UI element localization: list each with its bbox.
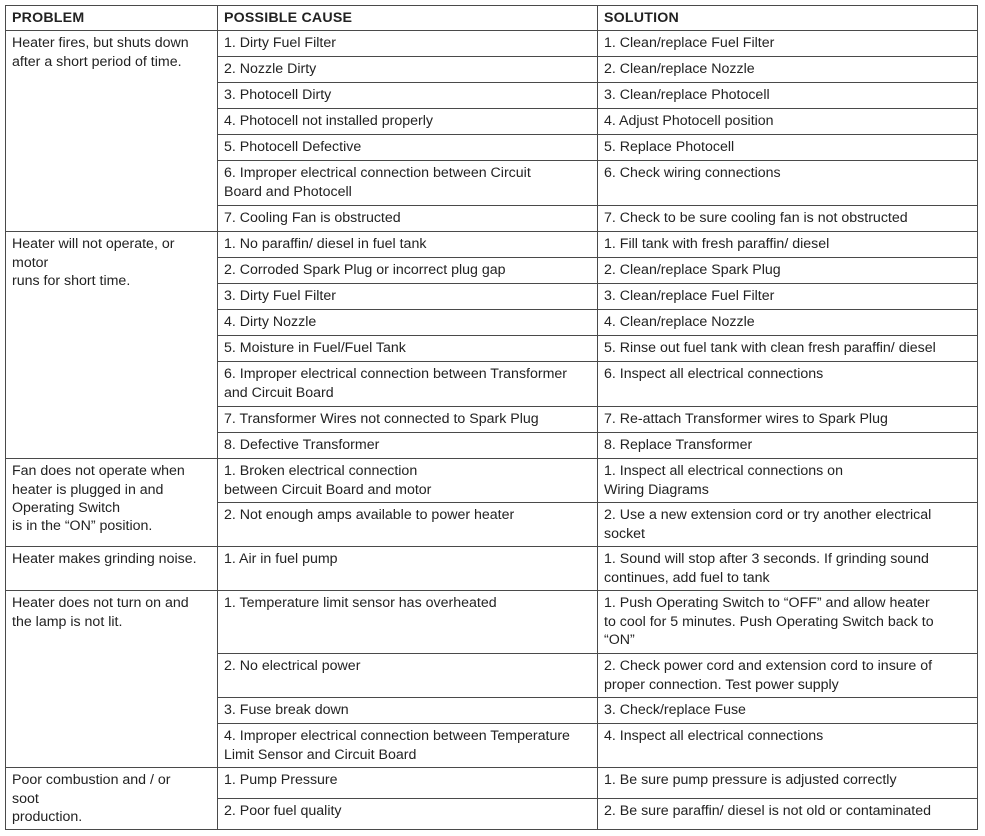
- cause-cell: 3. Fuse break down: [218, 698, 598, 724]
- problem-cell: Fan does not operate when heater is plugged in and Operating Switch is in the “ON” position.: [6, 459, 218, 547]
- cause-cell: 1. Pump Pressure: [218, 768, 598, 799]
- solution-cell: 4. Inspect all electrical connections: [598, 724, 978, 768]
- header-solution: SOLUTION: [598, 6, 978, 31]
- cause-cell: 2. Corroded Spark Plug or incorrect plug gap: [218, 258, 598, 284]
- solution-cell: 1. Be sure pump pressure is adjusted correctly: [598, 768, 978, 799]
- solution-cell: 3. Check/replace Fuse: [598, 698, 978, 724]
- solution-cell: 6. Inspect all electrical connections: [598, 362, 978, 407]
- solution-cell: 1. Sound will stop after 3 seconds. If grinding sound continues, add fuel to tank: [598, 547, 978, 591]
- solution-cell: 6. Check wiring connections: [598, 161, 978, 206]
- cause-cell: 7. Transformer Wires not connected to Spark Plug: [218, 407, 598, 433]
- problem-cell: Heater will not operate, or motor runs for short time.: [6, 232, 218, 459]
- cause-cell: 1. Broken electrical connection between Circuit Board and motor: [218, 459, 598, 503]
- solution-cell: 7. Check to be sure cooling fan is not obstructed: [598, 206, 978, 232]
- solution-cell: 2. Clean/replace Nozzle: [598, 57, 978, 83]
- cause-cell: 1. Air in fuel pump: [218, 547, 598, 591]
- table-row: [6, 591, 978, 654]
- cause-cell: 6. Improper electrical connection between Circuit Board and Photocell: [218, 161, 598, 206]
- cause-cell: 5. Photocell Defective: [218, 135, 598, 161]
- cause-cell: 3. Photocell Dirty: [218, 83, 598, 109]
- table-row: [6, 547, 978, 591]
- solution-cell: 2. Be sure paraffin/ diesel is not old or contaminated: [598, 799, 978, 830]
- table-row: [6, 31, 978, 57]
- table-row: [6, 232, 978, 258]
- cause-cell: 1. Dirty Fuel Filter: [218, 31, 598, 57]
- cause-cell: 1. Temperature limit sensor has overheated: [218, 591, 598, 654]
- solution-cell: 8. Replace Transformer: [598, 433, 978, 459]
- header-problem: PROBLEM: [6, 6, 218, 31]
- cause-cell: 2. Nozzle Dirty: [218, 57, 598, 83]
- solution-cell: 1. Fill tank with fresh paraffin/ diesel: [598, 232, 978, 258]
- problem-cell: Heater makes grinding noise.: [6, 547, 218, 591]
- solution-cell: 3. Clean/replace Photocell: [598, 83, 978, 109]
- solution-cell: 7. Re-attach Transformer wires to Spark Plug: [598, 407, 978, 433]
- solution-cell: 2. Clean/replace Spark Plug: [598, 258, 978, 284]
- cause-cell: 1. No paraffin/ diesel in fuel tank: [218, 232, 598, 258]
- cause-cell: 4. Photocell not installed properly: [218, 109, 598, 135]
- cause-cell: 2. No electrical power: [218, 654, 598, 698]
- solution-cell: 2. Check power cord and extension cord to insure of proper connection. Test power supply: [598, 654, 978, 698]
- solution-cell: 1. Inspect all electrical connections on Wiring Diagrams: [598, 459, 978, 503]
- cause-cell: 7. Cooling Fan is obstructed: [218, 206, 598, 232]
- solution-cell: 2. Use a new extension cord or try another electrical socket: [598, 503, 978, 547]
- table-row: [6, 768, 978, 799]
- solution-cell: 1. Push Operating Switch to “OFF” and allow heater to cool for 5 minutes. Push Operating Switch back to “ON”: [598, 591, 978, 654]
- problem-cell: Heater fires, but shuts down after a short period of time.: [6, 31, 218, 232]
- cause-cell: 8. Defective Transformer: [218, 433, 598, 459]
- problem-cell: Heater does not turn on and the lamp is not lit.: [6, 591, 218, 768]
- solution-cell: 4. Adjust Photocell position: [598, 109, 978, 135]
- cause-cell: 2. Not enough amps available to power heater: [218, 503, 598, 547]
- cause-cell: 5. Moisture in Fuel/Fuel Tank: [218, 336, 598, 362]
- cause-cell: 4. Improper electrical connection between Temperature Limit Sensor and Circuit Board: [218, 724, 598, 768]
- header-row: [6, 6, 978, 31]
- cause-cell: 6. Improper electrical connection between Transformer and Circuit Board: [218, 362, 598, 407]
- cause-cell: 3. Dirty Fuel Filter: [218, 284, 598, 310]
- table-body: [6, 31, 978, 830]
- troubleshooting-table: [5, 5, 978, 830]
- solution-cell: 3. Clean/replace Fuel Filter: [598, 284, 978, 310]
- header-possible-cause: POSSIBLE CAUSE: [218, 6, 598, 31]
- solution-cell: 4. Clean/replace Nozzle: [598, 310, 978, 336]
- solution-cell: 5. Rinse out fuel tank with clean fresh paraffin/ diesel: [598, 336, 978, 362]
- solution-cell: 5. Replace Photocell: [598, 135, 978, 161]
- solution-cell: 1. Clean/replace Fuel Filter: [598, 31, 978, 57]
- problem-cell: Poor combustion and / or soot production.: [6, 768, 218, 830]
- cause-cell: 2. Poor fuel quality: [218, 799, 598, 830]
- cause-cell: 4. Dirty Nozzle: [218, 310, 598, 336]
- table-row: [6, 459, 978, 503]
